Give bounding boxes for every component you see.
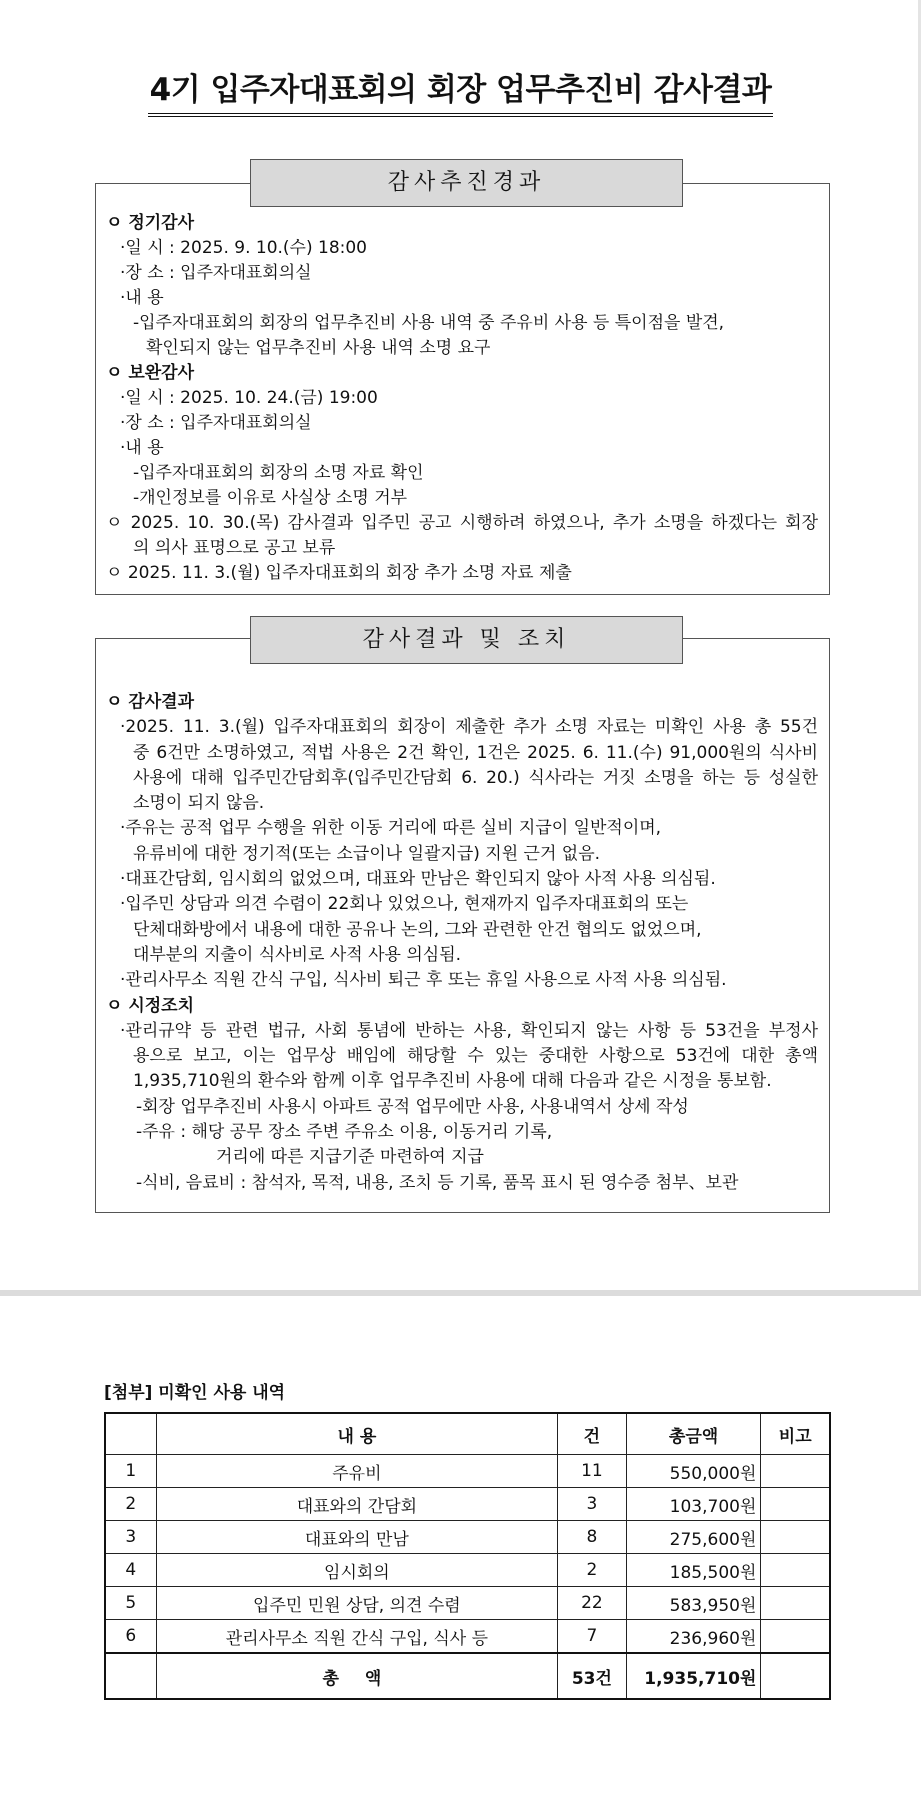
unverified-usage-table xyxy=(104,1412,831,1700)
row-no: 1 xyxy=(105,1455,156,1488)
row-count: 11 xyxy=(558,1455,627,1488)
supplementary-audit-content-label: ·내 용 xyxy=(120,438,164,458)
col-header-note: 비고 xyxy=(761,1413,830,1455)
table-header-row xyxy=(105,1413,830,1455)
additional-submission-item: ㅇ 2025. 11. 3.(월) 입주자대표회의 회장 추가 소명 자료 제출 xyxy=(106,563,572,583)
regular-audit-content-label: ·내 용 xyxy=(120,288,164,308)
total-no-cell xyxy=(105,1653,156,1699)
supplementary-audit-place: ·장 소 : 입주자대표회의실 xyxy=(120,413,312,433)
row-count: 22 xyxy=(558,1587,627,1620)
notice-hold-item: ㅇ 2025. 10. 30.(목) 감사결과 입주민 공고 시행하려 하였으나, 추가 소명을 하겠다는 회장 xyxy=(106,513,818,533)
col-header-content: 내 용 xyxy=(156,1413,557,1455)
row-note xyxy=(761,1521,830,1554)
table-row xyxy=(105,1587,830,1620)
row-note xyxy=(761,1587,830,1620)
corrective-action-item: -회장 업무추진비 사용시 아파트 공적 업무에만 사용, 사용내역서 상세 작성 xyxy=(136,1096,689,1117)
regular-audit-place: ·장 소 : 입주자대표회의실 xyxy=(120,263,312,283)
audit-result-line: 유류비에 대한 정기적(또는 소급이나 일괄지급) 지원 근거 없음. xyxy=(133,843,601,864)
audit-result-line: 단체대화방에서 내용에 대한 공유나 논의, 그와 관련한 안건 협의도 없었으며, xyxy=(133,919,702,940)
audit-result-heading: 감사결과 및 조치 xyxy=(250,616,683,664)
supplementary-audit-date: ·일 시 : 2025. 10. 24.(금) 19:00 xyxy=(120,388,378,408)
audit-result-subheading: ㅇ 감사결과 xyxy=(106,692,195,712)
table-row xyxy=(105,1554,830,1587)
row-amount: 185,500원 xyxy=(626,1554,761,1587)
audit-progress-content xyxy=(106,211,826,586)
corrective-action-subheading: ㅇ 시정조치 xyxy=(106,995,195,1016)
audit-result-line: ·입주민 상담과 의견 수렴이 22회나 있었으나, 현재까지 입주자대표회의 또는 xyxy=(120,894,689,915)
row-content: 대표와의 간담회 xyxy=(156,1488,557,1521)
audit-result-line: ·대표간담회, 임시회의 없었으며, 대표와 만남은 확인되지 않아 사적 사용 의심됨. xyxy=(120,869,716,890)
row-content: 주유비 xyxy=(156,1455,557,1488)
audit-result-line: ·관리사무소 직원 간식 구입, 식사비 퇴근 후 또는 휴일 사용으로 사적 사용 의심됨. xyxy=(120,970,727,991)
audit-result-line: 사용에 대해 입주민간담회후(입주민간담회 6. 20.) 식사라는 거짓 소명을 하는 등 성실한 xyxy=(133,767,818,788)
audit-result-line: ·2025. 11. 3.(월) 입주자대표회의 회장이 제출한 추가 소명 자료는 미확인 사용 총 55건 xyxy=(120,717,818,738)
corrective-action-item-cont: 거리에 따른 지급기준 마련하여 지급 xyxy=(216,1147,484,1168)
row-amount: 275,600원 xyxy=(626,1521,761,1554)
row-content: 입주민 민원 상담, 의견 수렴 xyxy=(156,1587,557,1620)
supplementary-audit-content-line: -개인정보를 이유로 사실상 소명 거부 xyxy=(133,488,408,508)
total-amount: 1,935,710원 xyxy=(626,1653,761,1699)
supplementary-audit-content-line: -입주자대표회의 회장의 소명 자료 확인 xyxy=(133,463,424,483)
regular-audit-content-line: 확인되지 않는 업무추진비 사용 내역 소명 요구 xyxy=(146,338,491,358)
corrective-action-item: -주유 : 해당 공무 장소 주변 주유소 이용, 이동거리 기록, xyxy=(136,1122,553,1143)
row-note xyxy=(761,1488,830,1521)
document-title: 4기 입주자대표회의 회장 업무추진비 감사결과 xyxy=(0,70,921,117)
row-amount: 550,000원 xyxy=(626,1455,761,1488)
audit-result-line: ·주유는 공적 업무 수행을 위한 이동 거리에 따른 실비 지급이 일반적이며, xyxy=(120,818,662,839)
row-amount: 103,700원 xyxy=(626,1488,761,1521)
row-count: 8 xyxy=(558,1521,627,1554)
row-count: 2 xyxy=(558,1554,627,1587)
audit-result-content xyxy=(106,690,826,1196)
row-count: 7 xyxy=(558,1620,627,1654)
regular-audit-content-line: -입주자대표회의 회장의 업무추진비 사용 내역 중 주유비 사용 등 특이점을 발견, xyxy=(133,313,725,333)
corrective-action-line: 용으로 보고, 이는 업무상 배임에 해당할 수 있는 중대한 사항으로 53건에 대한 총액 xyxy=(133,1046,818,1067)
table-row xyxy=(105,1521,830,1554)
total-note xyxy=(761,1653,830,1699)
row-note xyxy=(761,1554,830,1587)
table-row xyxy=(105,1620,830,1654)
row-no: 5 xyxy=(105,1587,156,1620)
corrective-action-line: 1,935,710원의 환수와 함께 이후 업무추진비 사용에 대해 다음과 같은 시정을 통보함. xyxy=(133,1071,772,1092)
supplementary-audit-heading: ㅇ 보완감사 xyxy=(106,363,195,383)
row-content: 관리사무소 직원 간식 구입, 식사 등 xyxy=(156,1620,557,1654)
row-note xyxy=(761,1455,830,1488)
audit-result-line: 대부분의 지출이 식사비로 사적 사용 의심됨. xyxy=(133,944,462,965)
corrective-action-line: ·관리규약 등 관련 법규, 사회 통념에 반하는 사용, 확인되지 않는 사항 등 53건을 부정사 xyxy=(120,1020,818,1041)
audit-progress-heading: 감사추진경과 xyxy=(250,159,683,207)
row-note xyxy=(761,1620,830,1654)
total-label: 총 액 xyxy=(156,1653,557,1699)
row-amount: 236,960원 xyxy=(626,1620,761,1654)
row-content: 임시회의 xyxy=(156,1554,557,1587)
table-row xyxy=(105,1455,830,1488)
regular-audit-heading: ㅇ 정기감사 xyxy=(106,213,195,233)
row-no: 6 xyxy=(105,1620,156,1654)
audit-result-line: 중 6건만 소명하였고, 적법 사용은 2건 확인, 1건은 2025. 6. 11.(수) 91,000원의 식사비 xyxy=(133,742,818,763)
row-content: 대표와의 만남 xyxy=(156,1521,557,1554)
attachment-title: [첨부] 미확인 사용 내역 xyxy=(104,1383,286,1403)
row-no: 3 xyxy=(105,1521,156,1554)
corrective-action-item: -식비, 음료비 : 참석자, 목적, 내용, 조치 등 기록, 품목 표시 된 영수증 첨부、보관 xyxy=(136,1172,739,1193)
col-header-count: 건 xyxy=(558,1413,627,1455)
regular-audit-date: ·일 시 : 2025. 9. 10.(수) 18:00 xyxy=(120,238,367,258)
row-amount: 583,950원 xyxy=(626,1587,761,1620)
col-header-amount: 총금액 xyxy=(626,1413,761,1455)
row-count: 3 xyxy=(558,1488,627,1521)
col-header-no xyxy=(105,1413,156,1455)
row-no: 4 xyxy=(105,1554,156,1587)
audit-result-line: 소명이 되지 않음. xyxy=(133,793,265,814)
notice-hold-item-cont: 의 의사 표명으로 공고 보류 xyxy=(133,538,336,558)
total-count: 53건 xyxy=(558,1653,627,1699)
row-no: 2 xyxy=(105,1488,156,1521)
table-total-row xyxy=(105,1653,830,1699)
table-row xyxy=(105,1488,830,1521)
